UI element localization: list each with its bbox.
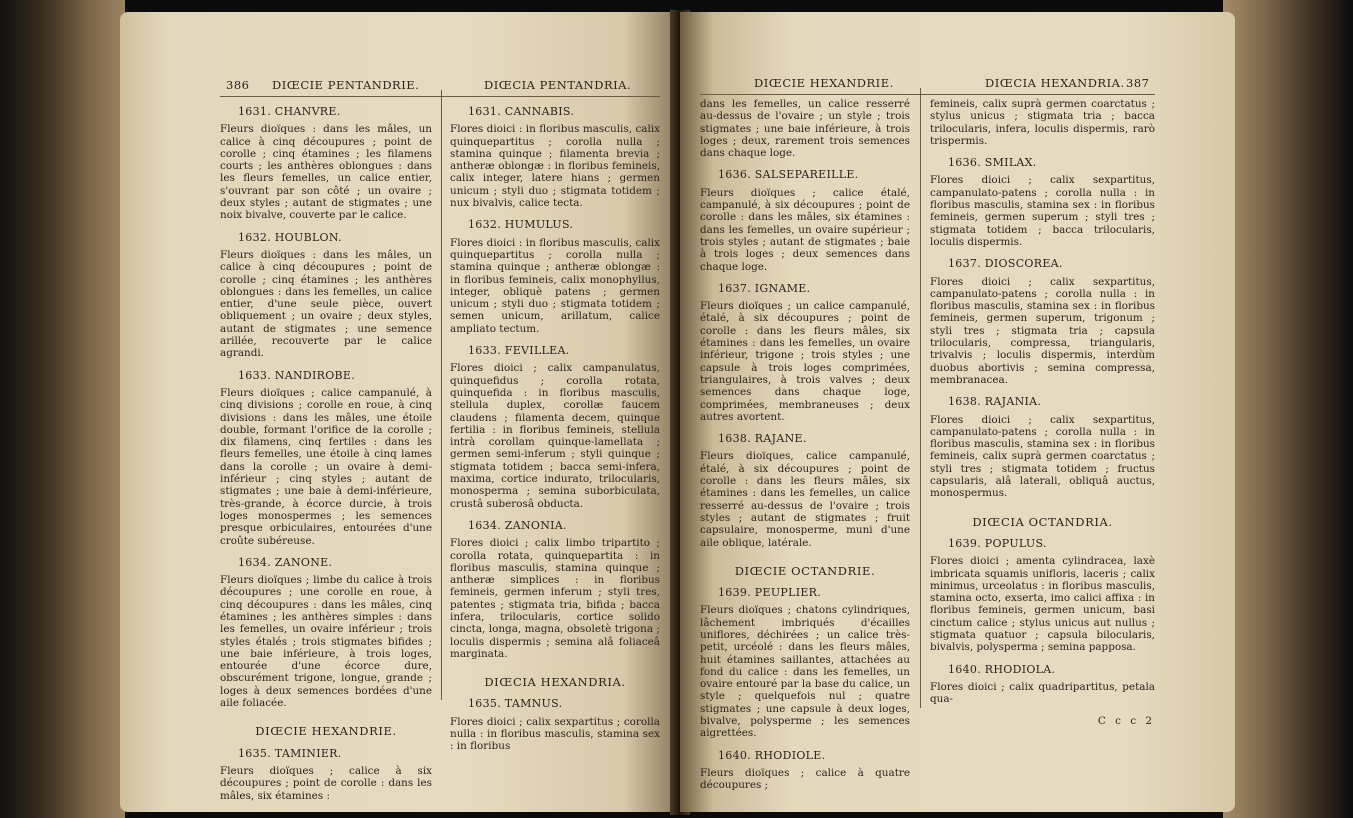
french-column (220, 100, 432, 812)
entry-title: 1639. PEUPLIER. (718, 586, 822, 600)
column-rule (920, 88, 921, 708)
section-heading: DIŒCIE OCTANDRIE. (734, 563, 876, 578)
section-heading: DIŒCIA HEXANDRIA. (484, 675, 626, 690)
running-head-latin: DIŒCIA PENTANDRIA. (484, 78, 632, 92)
entry-title: 1635. TAMINIER. (238, 746, 342, 760)
entry-title: 1633. NANDIROBE. (238, 368, 356, 382)
entry-text: Fleurs dioïques ; un calice campanulé, étalé, à six découpures ; point de corolle : dans les fleurs mâles, six étamines : dans les femelles, un ovaire inférieur, trigone ; trois styles ; une capsule à trois loges comprimées, triangulaires, à trois valves ; deux semences dans chaque loge, comprimées, membraneuses ; deux autres avortent. (700, 300, 910, 423)
entry-text: Flores dioici ; amenta cylindracea, laxè imbricata squamis unifloris, laceris ; calix minimus, urceolatus : in floribus masculis, stamina octo, exserta, imo calici affixa : in floribus femineis, germen unicum, basi cinctum calice ; stylus unicus aut nullus ; stigmata quatuor ; capsula bilocularis, bivalvis, polysperma ; semina papposa. (930, 555, 1155, 654)
entry-text: Fleurs dioïques : dans les mâles, un calice à cinq découpures ; point de corolle ; cinq étamines ; les filamens courts ; les anthères oblongues : dans les fleurs femelles, un calice entier, s'ouvrant par son côté ; un ovaire ; deux styles ; autant de stigmates ; une noix bivalve, couverte par le calice. (220, 123, 432, 222)
entry-title: 1632. HOUBLON. (238, 230, 342, 244)
entry-title: 1636. SMILAX. (948, 156, 1037, 170)
entry-text: Fleurs dioïques, calice campanulé, étalé, à six découpures ; point de corolle : dans les fleurs mâles, six étamines : dans les femelles, un calice resserré au-dessus de l'ovaire ; trois styles ; autant de stigmates ; fruit capsulaire, monosperme, muni d'une aile oblique, latérale. (700, 450, 910, 549)
section-heading: DIŒCIE HEXANDRIE. (255, 724, 397, 739)
right-page-edges (1223, 0, 1353, 818)
signature-mark: C c c 2 (1097, 715, 1155, 728)
entry-title: 1636. SALSEPAREILLE. (718, 168, 859, 182)
entry-title: 1637. DIOSCOREA. (948, 257, 1063, 271)
entry-title: 1639. POPULUS. (948, 536, 1047, 550)
entry-title: 1632. HUMULUS. (468, 218, 574, 232)
entry-text: Flores dioici ; calix sexpartitus, campanulato-patens ; corolla nulla : in floribus masculis, stamina sex : in floribus femineis, germen superum, trigonum ; styli tres ; stigmata tria ; capsula trilocularis, compressa, triangularis, trivalvis ; loculis dispermis, interdùm duobus abortivis ; semina compressa, membranacea. (930, 275, 1155, 386)
entry-text: Fleurs dioïques ; calice à quatre découpures ; (700, 766, 910, 792)
entry-title: 1637. IGNAME. (718, 281, 811, 295)
entry-text: Flores dioici ; calix sexpartitus ; corolla nulla : in floribus masculis, stamina sex : in floribus (450, 715, 660, 753)
entry-text: Fleurs dioïques ; chatons cylindriques, lâchement imbriqués d'écailles uniflores, déchirées ; un calice très-petit, urcéolé : dans les fleurs mâles, huit étamines saillantes, attachées au fond du calice : dans les femelles, un ovaire entouré par la base du calice, un style ; quelquefois nul ; quatre stigmates ; une capsule à deux loges, bivalve, polysperme ; les semences aigrettées. (700, 604, 910, 740)
entry-text: Flores dioici : in floribus masculis, calix quinquepartitus ; corolla nulla ; stamina quinque ; antheræ oblongæ : in floribus femineis, calix monophyllus, integer, obliquè patens ; germen unicum ; styli duo ; stigmata totidem ; semen unicum, arillatum, calice ampliato tectum. (450, 236, 660, 335)
entry-title: 1638. RAJANIA. (948, 395, 1042, 409)
entry-text: Fleurs dioïques ; calice campanulé, à cinq divisions ; corolle en roue, à cinq divisions : dans les mâles, une étoile double, formant l'orifice de la corolle ; dix filamens, cinq fertiles : dans les fleurs femelles, une étoile à cinq lames dans la corolle ; un ovaire à demi-inférieur ; cinq styles ; autant de stigmates ; une baie à demi-inférieure, très-grande, à écorce durcie, à trois loges monospermes ; les semences presque orbiculaires, entourées d'une croûte subéreuse. (220, 386, 432, 547)
entry-title: 1633. FEVILLEA. (468, 344, 570, 358)
entry-title: 1640. RHODIOLA. (948, 662, 1056, 676)
running-head-french: DIŒCIE PENTANDRIE. (272, 78, 420, 92)
entry-title: 1640. RHODIOLE. (718, 748, 826, 762)
entry-text: Fleurs dioïques ; calice étalé, campanulé, à six découpures ; point de corolle : dans les mâles, six étamines : dans les femelles, un ovaire supérieur ; trois styles ; autant de stigmates ; baie à trois loges ; deux semences dans chaque loge. (700, 186, 910, 273)
left-page (120, 12, 680, 812)
entry-text: Flores dioici ; calix sexpartitus, campanulato-patens ; corolla nulla : in floribus masculis, stamina sex : in floribus femineis, germen superum ; styli tres ; stigmata totidem ; bacca trilocularis, loculis dispermis. (930, 174, 1155, 248)
column-rule (441, 90, 442, 700)
entry-title: 1634. ZANONIA. (468, 518, 567, 532)
right-page (680, 12, 1235, 812)
entry-title: 1634. ZANONE. (238, 555, 333, 569)
running-head-latin: DIŒCIA HEXANDRIA. (985, 76, 1125, 90)
entry-text: Flores dioici ; calix quadripartitus, petala qua- (930, 680, 1155, 706)
section-heading: DIŒCIA OCTANDRIA. (972, 514, 1113, 529)
entry-text: Flores dioici ; calix sexpartitus, campanulato-patens ; corolla nulla : in floribus masculis, stamina sex : in floribus femineis, calix suprà germen coarctatus ; styli tres ; stigmata totidem ; fructus capsularis, alâ laterali, obliquâ auctus, monospermus. (930, 413, 1155, 500)
running-head-french: DIŒCIE HEXANDRIE. (754, 76, 894, 90)
entry-text: Fleurs dioïques : dans les mâles, un calice à cinq découpures ; point de corolle ; cinq étamines ; les anthères oblongues : dans les femelles, un calice entier, d'une seule pièce, ouvert obliquement ; un ovaire ; deux styles, autant de stigmates ; une semence arillée, recouverte par le calice agrandi. (220, 248, 432, 360)
french-column (700, 98, 910, 802)
page-number: 386 (226, 78, 250, 92)
entry-title: 1635. TAMNUS. (468, 697, 563, 711)
left-page-edges (0, 0, 125, 818)
header-rule (220, 96, 660, 97)
latin-column (450, 100, 660, 763)
header-rule (700, 94, 1155, 95)
entry-text: Flores dioici ; calix limbo tripartito ; corolla rotata, quinquepartita : in floribus masculis, stamina quinque ; antheræ simplices : in floribus femineis, germen inferum ; styli tres, patentes ; stigmata tria, bifida ; bacca infera, trilocularis, cortice solido cincta, longa, magna, obsoletè trigona ; loculis dispermis ; semina alâ foliaceâ marginata. (450, 537, 660, 660)
entry-title: 1631. CANNABIS. (468, 105, 575, 118)
entry-text: Flores dioici : in floribus masculis, calix quinquepartitus ; corolla nulla ; stamina quinque ; filamenta brevia ; antheræ oblongæ : in floribus femineis, calix integer, latere hians ; germen unicum ; styli duo ; stigmata totidem ; nux bivalvis, calice tecta. (450, 123, 660, 210)
entry-text: Fleurs dioïques ; limbe du calice à trois découpures ; une corolle en roue, à cinq découpures : dans les mâles, cinq étamines ; les anthères simples : dans les femelles, un ovaire inférieur ; trois styles étalés ; trois stigmates bifides ; une baie inférieure, à trois loges, entourée d'une écorce dure, obscurément trigone, longue, grande ; loges à deux semences bordées d'une aile foliacée. (220, 574, 432, 710)
entry-text: Flores dioici ; calix campanulatus, quinquefidus ; corolla rotata, quinquefida : in floribus masculis, stellula duplex, corollæ faucem claudens ; filamenta decem, quinque fertilia : in floribus femineis, stellula intrà corollam quinque-lamellata ; germen semi-inferum ; styli quinque ; stigmata totidem ; bacca semi-infera, maxima, cortice indurato, trilocularis, monosperma ; semina suborbiculata, crustâ suberosâ obducta. (450, 362, 660, 510)
latin-column (930, 98, 1155, 728)
entry-text-continued: dans les femelles, un calice resserré au-dessus de l'ovaire ; un style ; trois stigmates ; une baie inférieure, à trois loges ; deux, rarement trois semences dans chaque loge. (700, 98, 910, 160)
entry-title: 1638. RAJANE. (718, 432, 807, 446)
entry-text-continued: femineis, calix suprà germen coarctatus ; stylus unicus ; stigmata tria ; bacca trilocularis, infera, loculis dispermis, rarò trispermis. (930, 98, 1155, 147)
entry-text: Fleurs dioïques ; calice à six découpures ; point de corolle : dans les mâles, six étamines : (220, 764, 432, 802)
entry-title: 1631. CHANVRE. (238, 105, 341, 118)
page-number: 387 (1126, 76, 1150, 90)
